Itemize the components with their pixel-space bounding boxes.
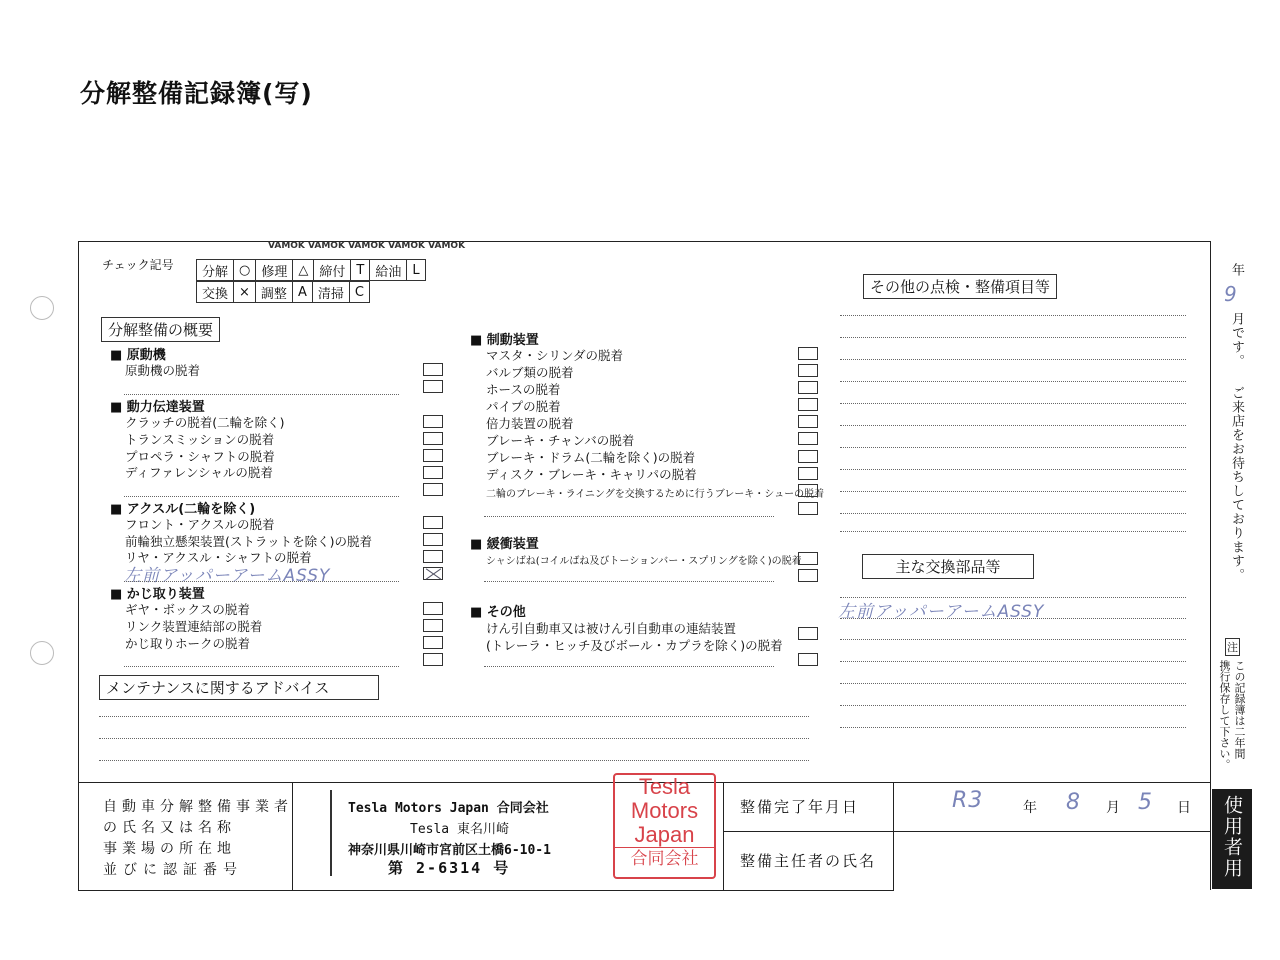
- maintenance-item: ホースの脱着: [486, 382, 561, 397]
- bottom-mid-border: [723, 831, 1210, 832]
- punch-hole: [30, 296, 54, 320]
- dotted-line: [840, 727, 1186, 728]
- bottom-divider: [893, 782, 894, 890]
- business-label: 並びに認証番号: [103, 862, 243, 878]
- checkbox[interactable]: [423, 415, 443, 428]
- maintenance-item: クラッチの脱着(二輪を除く): [125, 415, 285, 430]
- checkbox[interactable]: [798, 347, 818, 360]
- dotted-line: [840, 425, 1186, 426]
- bottom-block-bottom-border: [78, 890, 894, 891]
- form-border-top: [78, 241, 1210, 242]
- maintenance-item: 原動機の脱着: [125, 363, 201, 378]
- checkbox[interactable]: [798, 552, 818, 565]
- completion-day: 5: [1138, 790, 1153, 815]
- seal-line: Tesla: [638, 774, 691, 799]
- legend-cell: 締付: [314, 260, 351, 281]
- checkbox[interactable]: [798, 467, 818, 480]
- maintenance-item: ブレーキ・ドラム(二輪を除く)の脱着: [486, 450, 696, 465]
- dotted-line: [840, 618, 1186, 619]
- legend-cell: 交換: [197, 282, 234, 303]
- checkbox-checked[interactable]: [423, 567, 443, 580]
- advice-title: メンテナンスに関するアドバイス: [99, 675, 379, 700]
- checkbox[interactable]: [423, 466, 443, 479]
- maintenance-item: ブレーキ・チャンバの脱着: [486, 433, 635, 448]
- seal-line: Japan: [634, 822, 695, 847]
- checkbox[interactable]: [798, 398, 818, 411]
- category-heading: ■ その他: [470, 605, 526, 620]
- legend-cell: △: [293, 260, 314, 281]
- legend-cell: 清掃: [312, 282, 349, 303]
- stamp-address: 神奈川県川崎市宮前区土橋6-10-1: [348, 843, 551, 858]
- dotted-line: [840, 315, 1186, 316]
- seal-line: 合同会社: [615, 847, 714, 870]
- checkbox[interactable]: [423, 636, 443, 649]
- checkbox[interactable]: [798, 381, 818, 394]
- category-heading: ■ 動力伝達装置: [110, 400, 205, 415]
- dotted-line: [840, 683, 1186, 684]
- dotted-line: [840, 597, 1186, 598]
- maintenance-item: シャシばね(コイルばね及びトーションバー・スプリングを除く)の脱着: [486, 556, 802, 567]
- checkbox[interactable]: [798, 415, 818, 428]
- business-label: の氏名又は名称: [103, 820, 236, 836]
- chief-name-label: 整備主任者の氏名: [740, 852, 877, 870]
- dotted-line: [99, 716, 809, 717]
- category-heading: ■ アクスル(二輪を除く): [110, 502, 256, 517]
- handwritten-part-right: 左前アッパーアームASSY: [838, 602, 1045, 622]
- stamp-cert-number: 第 2-6314 号: [388, 859, 511, 877]
- form-border-left: [78, 241, 79, 890]
- maintenance-item: かじ取りホークの脱着: [125, 636, 251, 651]
- dotted-line: [840, 381, 1186, 382]
- maintenance-item: (トレーラ・ヒッチ及びボール・カプラを除く)の脱着: [486, 638, 783, 653]
- day-label: 日: [1177, 800, 1191, 816]
- dotted-line: [99, 738, 809, 739]
- legend-cell: ×: [234, 282, 256, 303]
- user-copy-tab: [1212, 789, 1252, 889]
- maintenance-item: マスタ・シリンダの脱着: [486, 348, 624, 363]
- checkbox[interactable]: [798, 627, 818, 640]
- page-title: 分解整備記録簿(写): [80, 79, 313, 108]
- maintenance-item: プロペラ・シャフトの脱着: [125, 449, 275, 464]
- checkbox[interactable]: [798, 502, 818, 515]
- dotted-line: [124, 496, 399, 497]
- handwritten-part-left: 左前アッパーアームASSY: [124, 566, 331, 586]
- legend-cell: 分解: [197, 260, 234, 281]
- user-copy-label: 使用者用: [1221, 795, 1243, 879]
- dotted-line: [840, 447, 1186, 448]
- faded-header: VAMOK VAMOK VAMOK VAMOK VAMOK: [268, 241, 466, 251]
- seal-line: Motors: [630, 798, 699, 823]
- category-heading: ■ 制動装置: [470, 333, 539, 348]
- form-border-right: [1210, 241, 1211, 890]
- legend-cell: T: [351, 260, 370, 281]
- checkbox[interactable]: [423, 653, 443, 666]
- maintenance-item: リンク装置連結部の脱着: [125, 619, 263, 634]
- maintenance-item: 倍力装置の脱着: [486, 416, 574, 431]
- checkbox[interactable]: [423, 619, 443, 632]
- stamp-branch: Tesla 東名川崎: [410, 822, 509, 837]
- category-heading: ■ かじ取り装置: [110, 587, 205, 602]
- checkbox[interactable]: [798, 432, 818, 445]
- dotted-line: [124, 581, 399, 582]
- dotted-line: [840, 337, 1186, 338]
- maintenance-item: パイプの脱着: [486, 399, 561, 414]
- note-text-a: この記録簿は二年間: [1233, 660, 1246, 759]
- legend-cell: 調整: [255, 282, 292, 303]
- stamp-company: Tesla Motors Japan 合同会社: [348, 801, 549, 816]
- legend-cell: L: [407, 260, 425, 281]
- note-year: 年: [1229, 263, 1244, 277]
- maintenance-item: 前輪独立懸架装置(ストラットを除く)の脱着: [125, 534, 373, 549]
- maintenance-item: トランスミッションの脱着: [125, 432, 275, 447]
- checkbox[interactable]: [423, 449, 443, 462]
- maintenance-item: ギヤ・ボックスの脱着: [125, 602, 250, 617]
- dotted-line: [840, 491, 1186, 492]
- category-heading: ■ 原動機: [110, 348, 166, 363]
- maintenance-item: フロント・アクスルの脱着: [125, 517, 275, 532]
- checkbox[interactable]: [423, 533, 443, 546]
- completion-era: R3: [952, 788, 984, 813]
- checkbox[interactable]: [798, 484, 818, 497]
- business-label: 自動車分解整備事業者: [103, 799, 293, 815]
- completion-date-label: 整備完了年月日: [740, 798, 860, 816]
- overview-title: 分解整備の概要: [101, 317, 220, 342]
- dotted-line: [484, 581, 774, 582]
- dotted-line: [840, 513, 1186, 514]
- checkbox[interactable]: [798, 364, 818, 377]
- checkbox[interactable]: [423, 380, 443, 393]
- checkbox[interactable]: [798, 450, 818, 463]
- maintenance-item: リヤ・アクスル・シャフトの脱着: [125, 550, 312, 565]
- legend-cell: 給油: [370, 260, 407, 281]
- dotted-line: [840, 705, 1186, 706]
- dotted-line: [484, 516, 774, 517]
- dotted-line: [124, 666, 399, 667]
- punch-hole: [30, 641, 54, 665]
- maintenance-item: 二輪のブレーキ・ライニングを交換するために行うブレーキ・シューの脱着: [486, 489, 825, 500]
- note-visit: ご来店をお待ちしております。: [1229, 386, 1244, 582]
- handwritten-next-month: 9: [1224, 282, 1238, 306]
- main-parts-title: 主な交換部品等: [862, 554, 1034, 579]
- bottom-divider: [723, 782, 724, 890]
- dotted-line: [484, 666, 774, 667]
- checkbox[interactable]: [798, 569, 818, 582]
- dotted-line: [840, 359, 1186, 360]
- legend-cell: C: [349, 282, 369, 303]
- checkbox[interactable]: [423, 516, 443, 529]
- note-text-b: 携行保存して下さい。: [1218, 660, 1231, 770]
- dotted-line: [840, 531, 1186, 532]
- dotted-line: [124, 394, 399, 395]
- check-symbol-label: チェック記号: [102, 258, 174, 272]
- company-seal: [613, 773, 716, 879]
- completion-month: 8: [1066, 790, 1081, 815]
- dotted-line: [840, 403, 1186, 404]
- category-heading: ■ 緩衝装置: [470, 537, 539, 552]
- check-legend-row1: [196, 259, 426, 281]
- dotted-line: [840, 661, 1186, 662]
- checkbox[interactable]: [423, 432, 443, 445]
- note-mark: 注: [1225, 638, 1240, 656]
- checkbox[interactable]: [798, 653, 818, 666]
- legend-cell: A: [292, 282, 312, 303]
- checkbox[interactable]: [423, 363, 443, 376]
- check-legend-row2: [196, 281, 370, 303]
- checkbox[interactable]: [423, 550, 443, 563]
- legend-cell: 修理: [256, 260, 293, 281]
- other-inspection-title: その他の点検・整備項目等: [863, 274, 1057, 299]
- checkbox[interactable]: [423, 483, 443, 496]
- business-label: 事業場の所在地: [103, 841, 236, 857]
- maintenance-item: バルブ類の脱着: [486, 365, 574, 380]
- checkbox[interactable]: [423, 602, 443, 615]
- dotted-line: [840, 469, 1186, 470]
- dotted-line: [840, 639, 1186, 640]
- legend-cell: ○: [234, 260, 256, 281]
- maintenance-item: ディスク・ブレーキ・キャリパの脱着: [486, 467, 697, 482]
- note-month: 月です。: [1229, 312, 1244, 368]
- month-label: 月: [1106, 800, 1120, 816]
- maintenance-item: けん引自動車又は被けん引自動車の連結装置: [486, 621, 737, 636]
- year-label: 年: [1023, 800, 1037, 816]
- dotted-line: [99, 760, 809, 761]
- maintenance-item: ディファレンシャルの脱着: [125, 465, 273, 480]
